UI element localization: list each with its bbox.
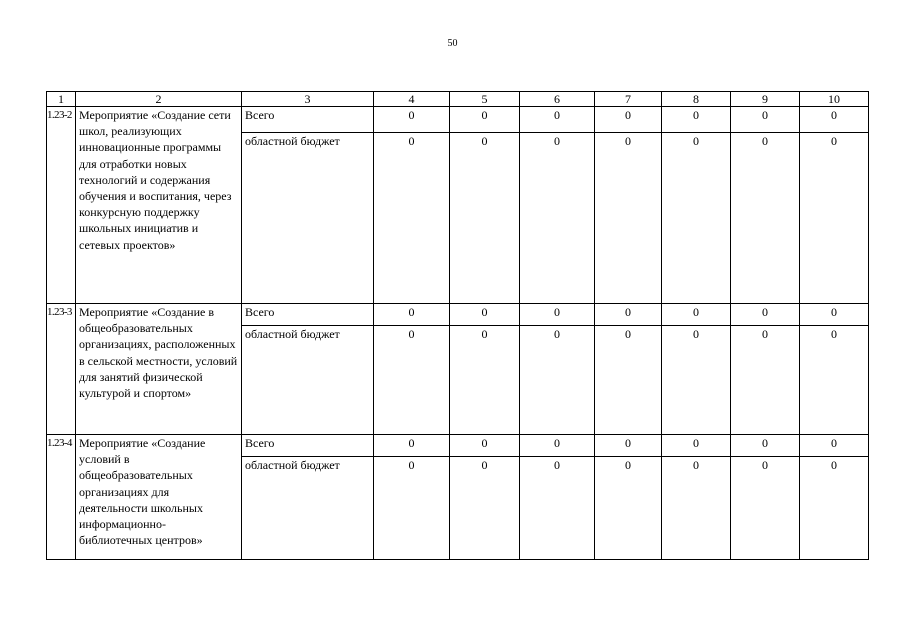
source-label: Всего: [242, 107, 374, 133]
value-cell: 0: [374, 107, 450, 133]
value-cell: 0: [662, 435, 731, 457]
value-cell: 0: [520, 326, 595, 435]
header-cell: 8: [662, 92, 731, 107]
value-cell: 0: [731, 457, 800, 560]
value-cell: 0: [595, 107, 662, 133]
source-label: областной бюджет: [242, 326, 374, 435]
value-cell: 0: [595, 326, 662, 435]
value-cell: 0: [800, 326, 869, 435]
source-label: областной бюджет: [242, 133, 374, 304]
header-cell: 4: [374, 92, 450, 107]
header-cell: 5: [450, 92, 520, 107]
value-cell: 0: [662, 133, 731, 304]
value-cell: 0: [374, 457, 450, 560]
header-cell: 2: [76, 92, 242, 107]
value-cell: 0: [520, 107, 595, 133]
row-code: 1.23-4: [47, 435, 76, 560]
value-cell: 0: [450, 457, 520, 560]
value-cell: 0: [731, 133, 800, 304]
value-cell: 0: [374, 326, 450, 435]
value-cell: 0: [520, 435, 595, 457]
value-cell: 0: [662, 304, 731, 326]
value-cell: 0: [662, 107, 731, 133]
header-cell: 7: [595, 92, 662, 107]
value-cell: 0: [800, 304, 869, 326]
value-cell: 0: [800, 133, 869, 304]
value-cell: 0: [450, 435, 520, 457]
table-header-row: [47, 92, 869, 107]
row-name: Мероприятие «Создание в общеобразовательных организациях, расположенных в сельской местности, условий для занятий физической культурой и спортом»: [76, 304, 242, 435]
value-cell: 0: [374, 304, 450, 326]
value-cell: 0: [450, 133, 520, 304]
row-code: 1.23-3: [47, 304, 76, 435]
header-cell: 3: [242, 92, 374, 107]
value-cell: 0: [450, 304, 520, 326]
table-row: [47, 107, 869, 133]
value-cell: 0: [800, 457, 869, 560]
source-label: Всего: [242, 435, 374, 457]
value-cell: 0: [595, 133, 662, 304]
value-cell: 0: [520, 304, 595, 326]
row-name: Мероприятие «Создание условий в общеобразовательных организациях для деятельности школьных информационно-библиотечных центров»: [76, 435, 242, 560]
value-cell: 0: [662, 457, 731, 560]
value-cell: 0: [374, 435, 450, 457]
value-cell: 0: [520, 457, 595, 560]
header-cell: 6: [520, 92, 595, 107]
value-cell: 0: [520, 133, 595, 304]
value-cell: 0: [595, 435, 662, 457]
value-cell: 0: [731, 304, 800, 326]
header-cell: 9: [731, 92, 800, 107]
source-label: Всего: [242, 304, 374, 326]
value-cell: 0: [731, 107, 800, 133]
budget-table: [46, 91, 869, 560]
value-cell: 0: [450, 107, 520, 133]
value-cell: 0: [662, 326, 731, 435]
source-label: областной бюджет: [242, 457, 374, 560]
value-cell: 0: [731, 326, 800, 435]
table-row: [47, 304, 869, 326]
value-cell: 0: [374, 133, 450, 304]
header-cell: 1: [47, 92, 76, 107]
row-code: 1.23-2: [47, 107, 76, 304]
page-number: 50: [447, 38, 458, 49]
value-cell: 0: [450, 326, 520, 435]
header-cell: 10: [800, 92, 869, 107]
value-cell: 0: [595, 304, 662, 326]
value-cell: 0: [595, 457, 662, 560]
value-cell: 0: [800, 107, 869, 133]
row-name: Мероприятие «Создание сети школ, реализующих инновационные программы для отработки новых технологий и содержания обучения и воспитания, через конкурсную поддержку школьных инициатив и сетевых проектов»: [76, 107, 242, 304]
value-cell: 0: [800, 435, 869, 457]
table-row: [47, 435, 869, 457]
value-cell: 0: [731, 435, 800, 457]
